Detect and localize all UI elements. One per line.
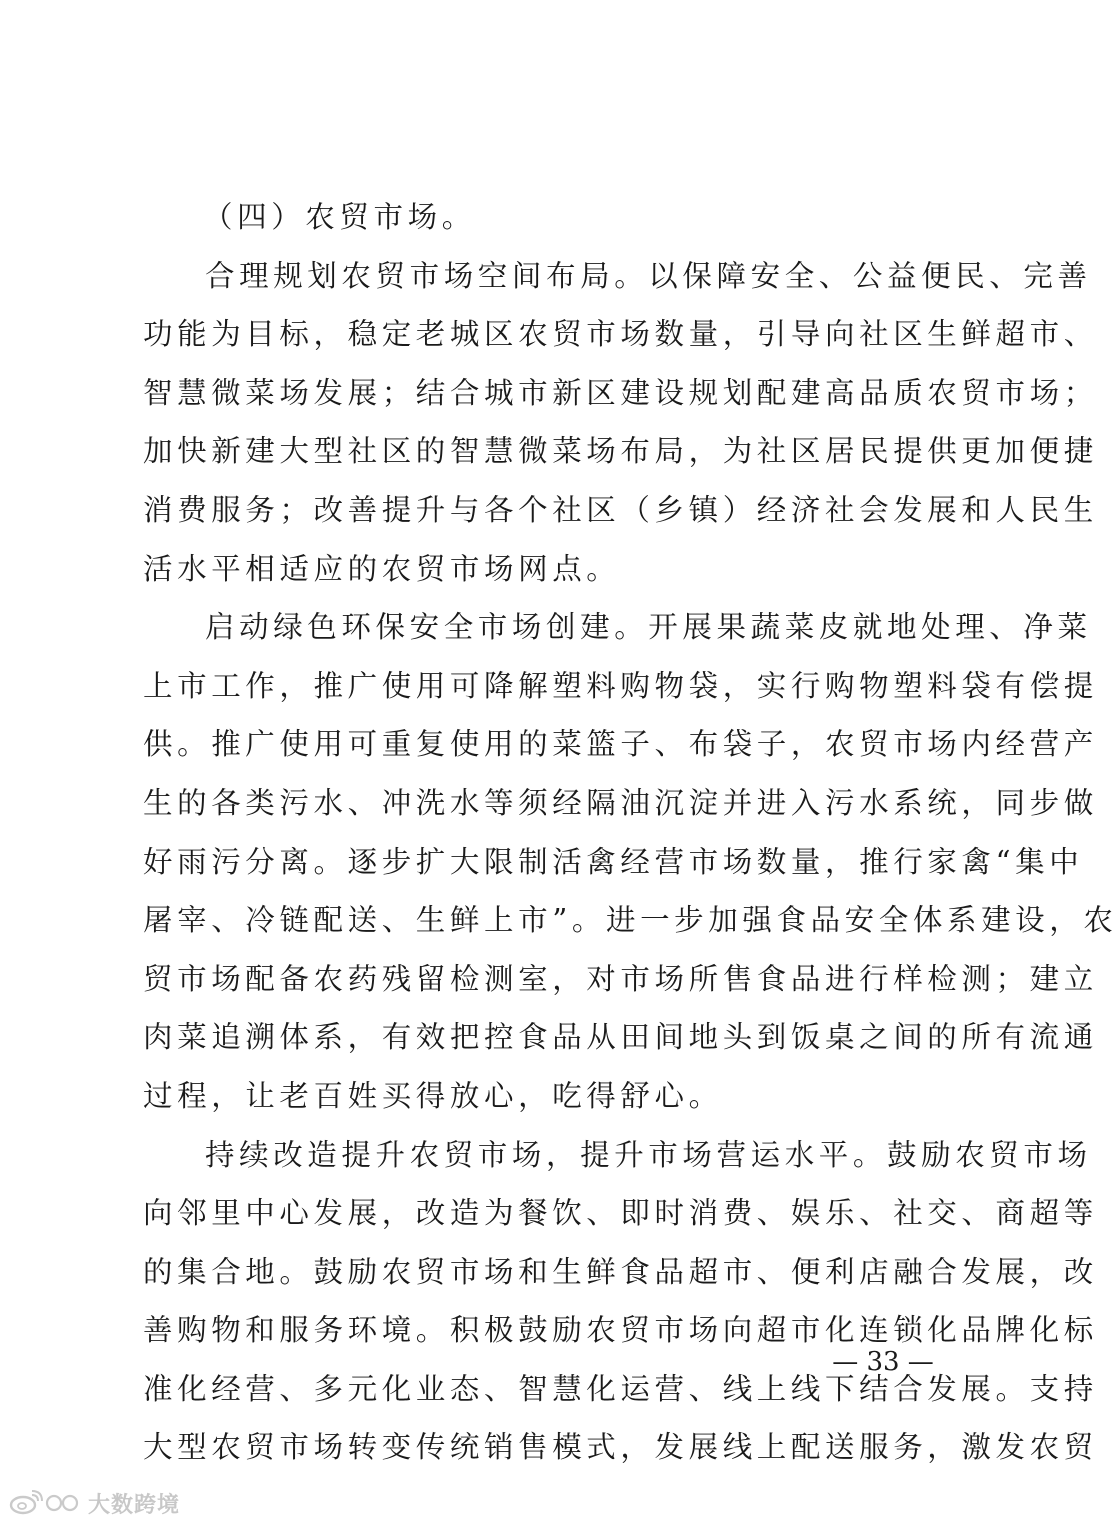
paragraph-line: 准化经营、多元化业态、智慧化运营、线上线下结合发展。支持 [143, 1371, 1098, 1406]
paragraph-line: 好雨污分离。逐步扩大限制活禽经营市场数量，推行家禽“集中 [143, 844, 1084, 879]
weibo-logo-icon [8, 1489, 82, 1517]
paragraph-line: 持续改造提升农贸市场，提升市场营运水平。鼓励农贸市场 [205, 1137, 1092, 1172]
paragraph-line: 消费服务；改善提升与各个社区（乡镇）经济社会发展和人民生 [143, 492, 1098, 527]
watermark [8, 1488, 180, 1518]
paragraph-3 [143, 1126, 1098, 1478]
paragraph-line: 合理规划农贸市场空间布局。以保障安全、公益便民、完善 [205, 258, 1092, 293]
page-number: — 33 — [832, 1347, 934, 1377]
paragraph-line: 启动绿色环保安全市场创建。开展果蔬菜皮就地处理、净菜 [205, 610, 1092, 645]
paragraph-line: 加快新建大型社区的智慧微菜场布局，为社区居民提供更加便捷 [143, 434, 1098, 469]
paragraph-line: 屠宰、冷链配送、生鲜上市”。进一步加强食品安全体系建设，农 [143, 903, 1117, 938]
paragraph-line: 生的各类污水、冲洗水等须经隔油沉淀并进入污水系统，同步做 [143, 785, 1098, 820]
paragraph-line: 功能为目标，稳定老城区农贸市场数量，引导向社区生鲜超市、 [143, 317, 1098, 352]
section-heading: （四）农贸市场。 [203, 200, 476, 234]
paragraph-line: 供。推广使用可重复使用的菜篮子、布袋子，农贸市场内经营产 [143, 727, 1098, 762]
paragraph-line: 善购物和服务环境。积极鼓励农贸市场向超市化连锁化品牌化标 [143, 1313, 1098, 1348]
paragraph-line: 大型农贸市场转变传统销售模式，发展线上配送服务，激发农贸 [143, 1430, 1098, 1465]
watermark-text: 大数跨境 [88, 1492, 181, 1518]
paragraph-line: 肉菜追溯体系，有效把控食品从田间地头到饭桌之间的所有流通 [143, 1020, 1098, 1055]
paragraph-1 [143, 247, 1098, 599]
paragraph-line: 向邻里中心发展，改造为餐饮、即时消费、娱乐、社交、商超等 [143, 1196, 1098, 1231]
paragraph-line: 的集合地。鼓励农贸市场和生鲜食品超市、便利店融合发展，改 [143, 1254, 1098, 1289]
document-body [143, 188, 1117, 1477]
paragraph-line: 智慧微菜场发展；结合城市新区建设规划配建高品质农贸市场； [143, 375, 1098, 410]
paragraph-line: 过程，让老百姓买得放心，吃得舒心。 [143, 1078, 723, 1113]
paragraph-line: 上市工作，推广使用可降解塑料购物袋，实行购物塑料袋有偿提 [143, 668, 1098, 703]
paragraph-line: 贸市场配备农药残留检测室，对市场所售食品进行样检测；建立 [143, 961, 1098, 996]
paragraph-line: 活水平相适应的农贸市场网点。 [143, 551, 621, 586]
paragraph-2 [143, 598, 1117, 1125]
